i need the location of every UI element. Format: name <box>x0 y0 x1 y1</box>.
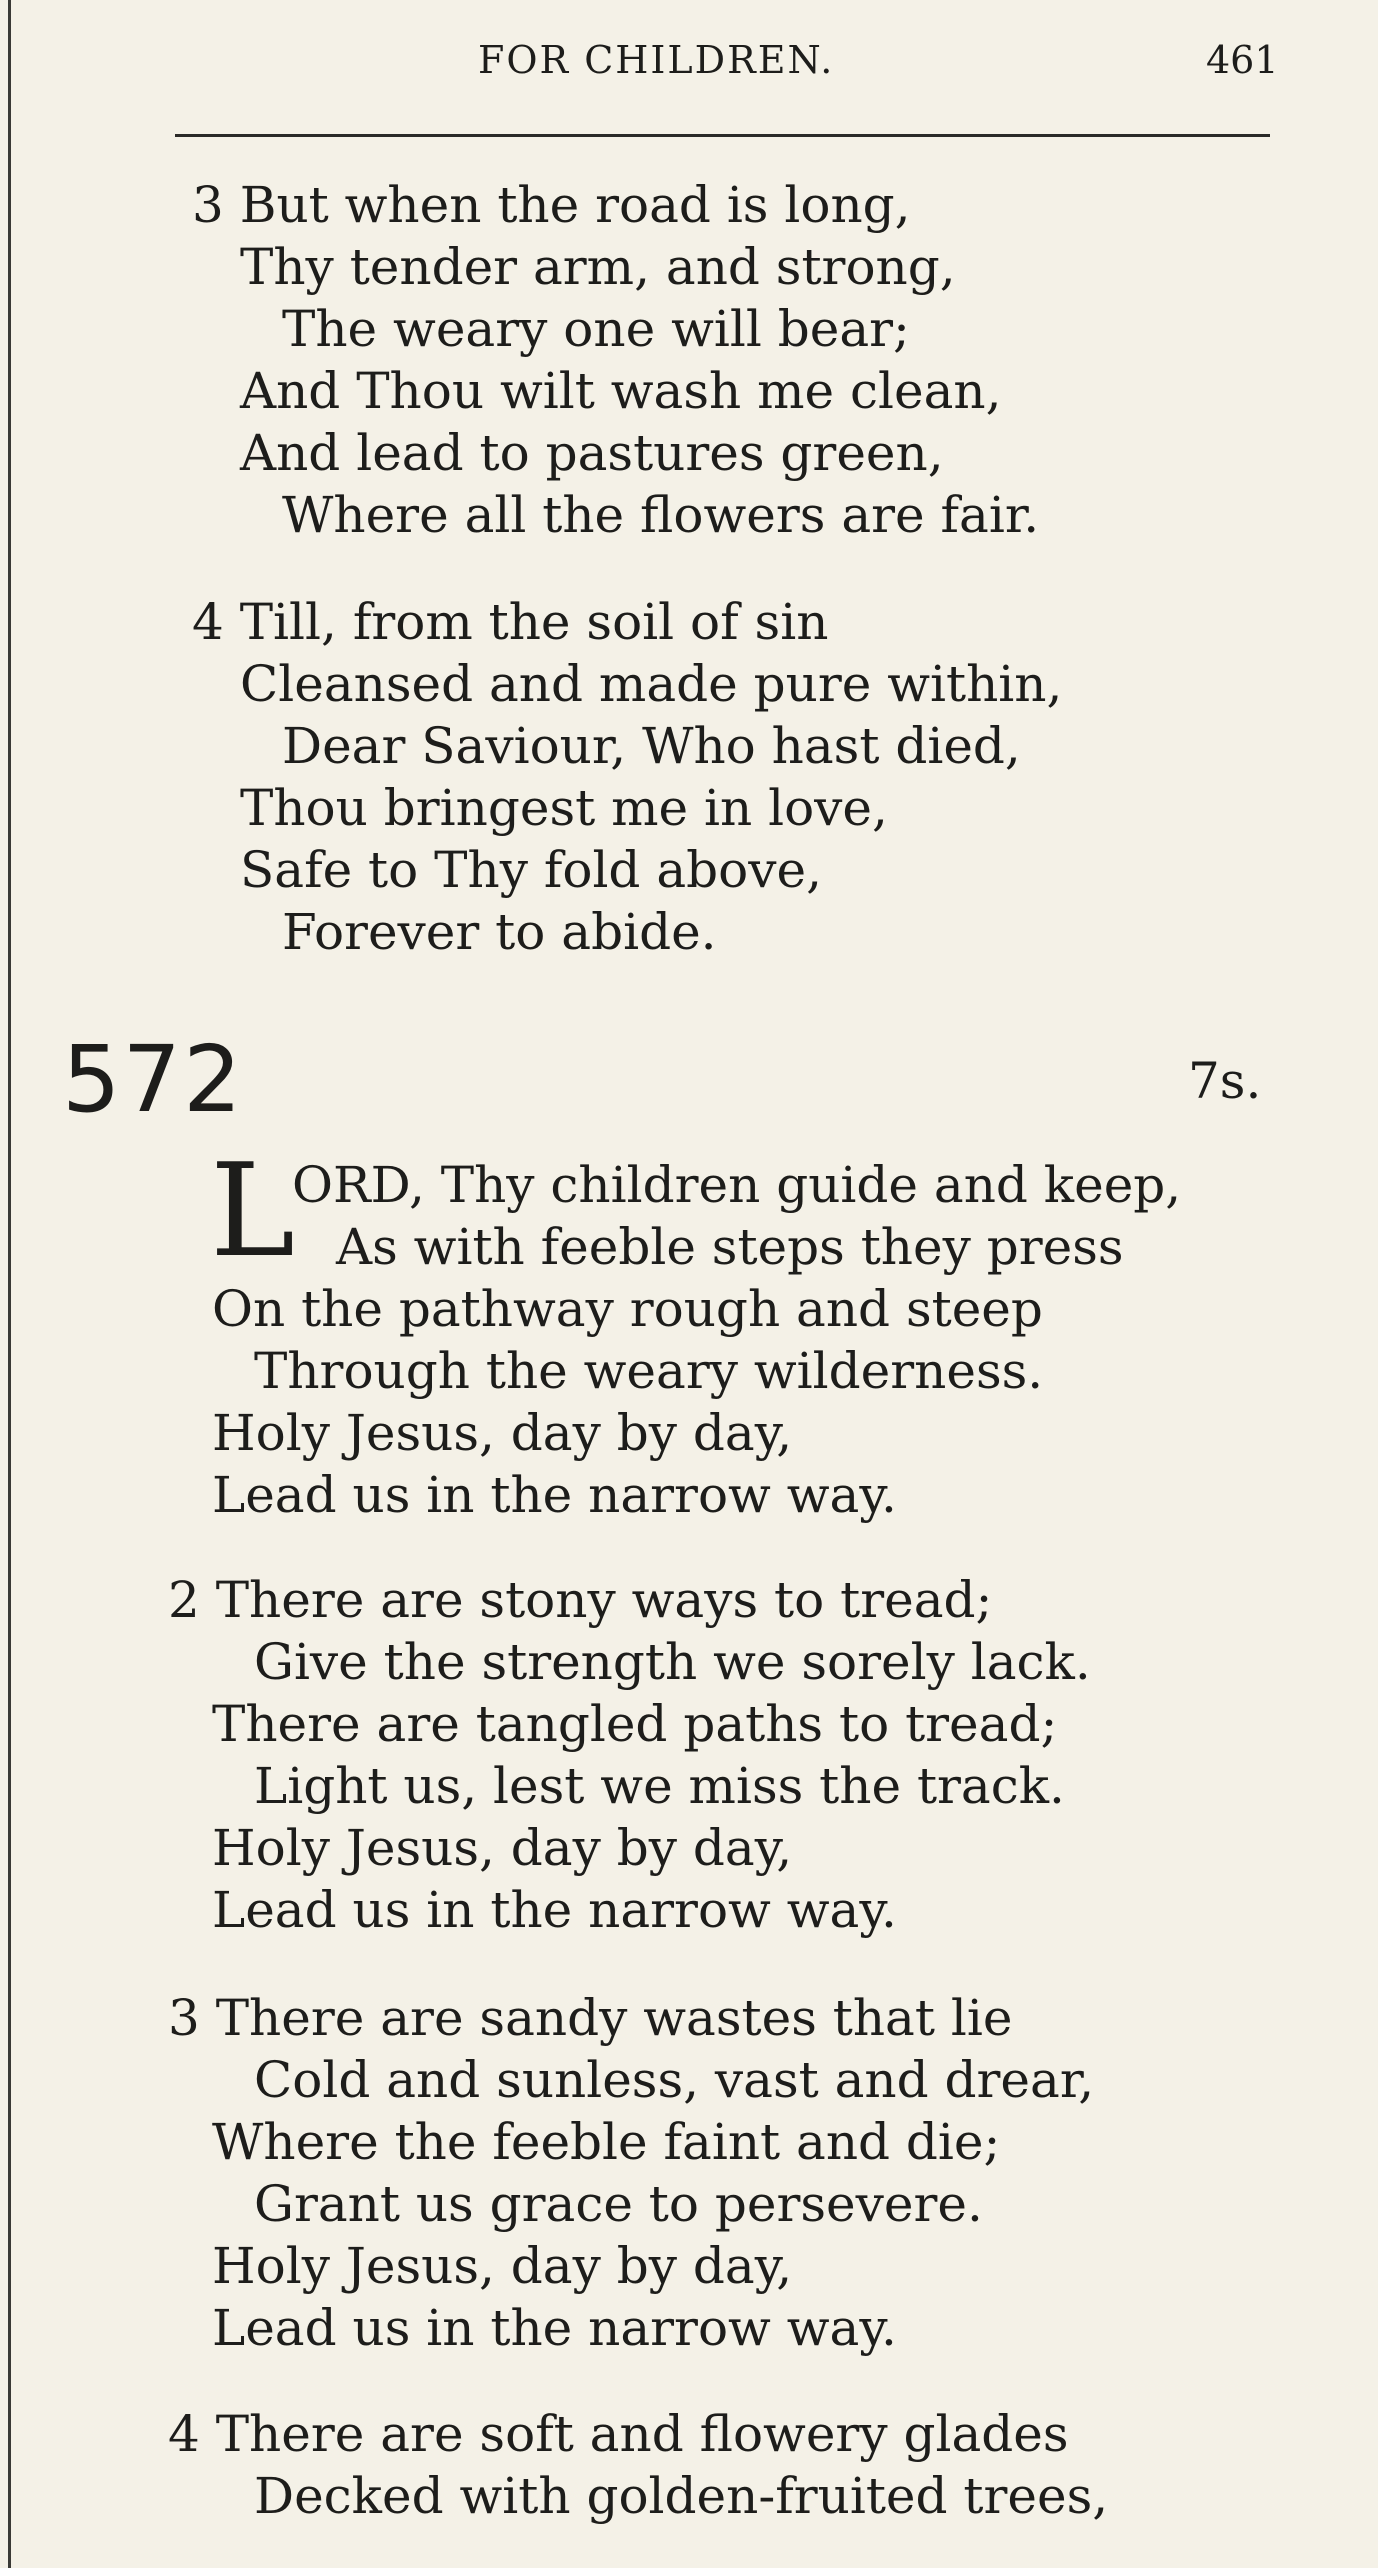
verse-line: 2 There are stony ways to tread; <box>168 1571 993 1629</box>
running-title: FOR CHILDREN. <box>478 38 835 82</box>
verse-line: On the pathway rough and steep <box>212 1280 1043 1338</box>
verse-line: The weary one will bear; <box>282 300 910 358</box>
hymn-number: 572 <box>62 1026 244 1133</box>
verse-line: 4 There are soft and flowery glades <box>168 2405 1069 2463</box>
verse-line: Give the strength we sorely lack. <box>254 1633 1091 1691</box>
verse-line: Lead us in the narrow way. <box>212 1881 897 1939</box>
verse-line: And Thou wilt wash me clean, <box>240 362 1002 420</box>
drop-cap: L <box>210 1137 295 1286</box>
page-edge-rule <box>8 0 11 2568</box>
page-number: 461 <box>1206 38 1279 82</box>
verse-line: Grant us grace to persevere. <box>254 2175 983 2233</box>
hymn-meter: 7s. <box>1188 1052 1262 1110</box>
verse-line: And lead to pastures green, <box>240 424 944 482</box>
verse-line: There are tangled paths to tread; <box>212 1695 1058 1753</box>
verse-line: Holy Jesus, day by day, <box>212 1819 793 1877</box>
verse-line: Where the feeble faint and die; <box>212 2113 1001 2171</box>
header-divider <box>175 134 1270 137</box>
verse-line: Holy Jesus, day by day, <box>212 1404 793 1462</box>
verse-line: 3 There are sandy wastes that lie <box>168 1989 1013 2047</box>
verse-line: Where all the flowers are fair. <box>282 486 1040 544</box>
verse-line: Holy Jesus, day by day, <box>212 2237 793 2295</box>
verse-line: 4 Till, from the soil of sin <box>192 593 829 651</box>
verse-line: As with feeble steps they press <box>336 1218 1124 1276</box>
verse-line: Dear Saviour, Who hast died, <box>282 717 1021 775</box>
verse-line: Lead us in the narrow way. <box>212 2299 897 2357</box>
verse-line: Light us, lest we miss the track. <box>254 1757 1065 1815</box>
verse-line: Lead us in the narrow way. <box>212 1466 897 1524</box>
verse-line: Decked with golden-fruited trees, <box>254 2467 1109 2525</box>
verse-line: Thou bringest me in love, <box>240 779 888 837</box>
verse-line: Cold and sunless, vast and drear, <box>254 2051 1095 2109</box>
verse-line: ORD, Thy children guide and keep, <box>292 1156 1182 1214</box>
verse-line: Safe to Thy fold above, <box>240 841 822 899</box>
verse-line: Forever to abide. <box>282 903 717 961</box>
verse-line: Through the weary wilderness. <box>254 1342 1044 1400</box>
verse-line: 3 But when the road is long, <box>192 176 911 234</box>
verse-line: Cleansed and made pure within, <box>240 655 1063 713</box>
verse-line: Thy tender arm, and strong, <box>240 238 956 296</box>
